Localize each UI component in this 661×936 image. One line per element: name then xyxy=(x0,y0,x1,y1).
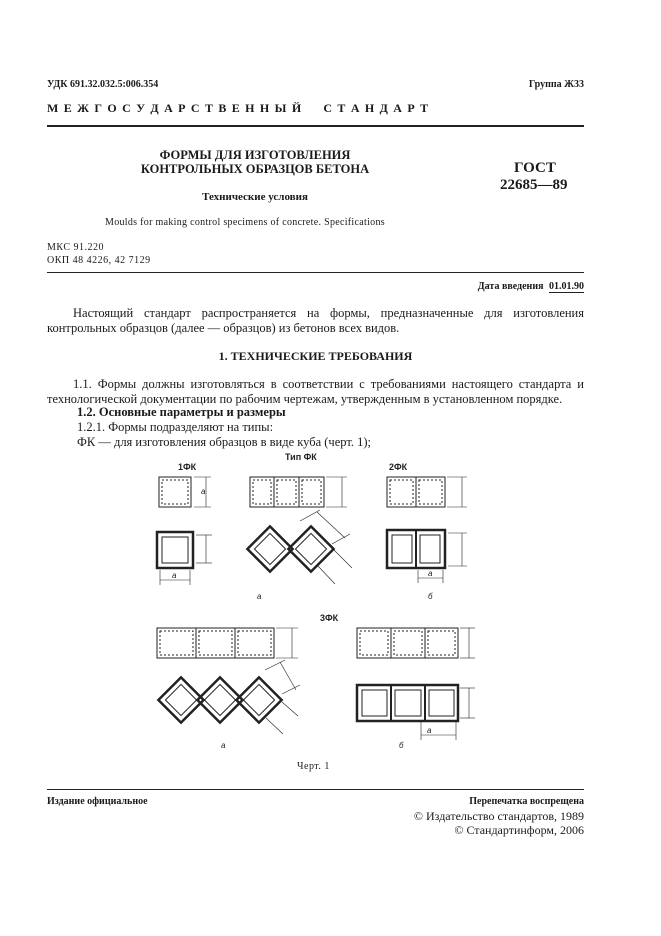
1fk-elevation xyxy=(159,477,191,507)
gost-label: ГОСТ xyxy=(514,160,556,176)
section-heading: 1. ТЕХНИЧЕСКИЕ ТРЕБОВАНИЯ xyxy=(218,349,413,363)
3fk-plan-diamond-top xyxy=(247,526,292,571)
sublabel-a-top: а xyxy=(257,592,262,601)
okp-code: ОКП 48 4226, 42 7129 xyxy=(47,255,151,266)
official-edition: Издание официальное xyxy=(47,796,148,807)
document-subtitle: Технические условия xyxy=(202,191,308,203)
gost-number: 22685—89 xyxy=(500,177,568,193)
sublabel-a-bottom: а xyxy=(221,741,226,750)
label-3fk: 3ФК xyxy=(320,613,339,623)
reprint-notice: Перепечатка воспрещена xyxy=(469,796,584,807)
sublabel-b-top: б xyxy=(428,592,433,601)
3fk-elevation-top xyxy=(250,477,324,507)
footer-rule xyxy=(47,789,584,790)
type-fk-description: ФК — для изготовления образцов в виде куба (черт. 1); xyxy=(77,435,372,449)
clause-1-1: 1.1. Формы должны изготовляться в соответствии с требованиями настоящего стандарта и технологической документации по рабочим чертежам, утвержденным в установленном порядке. xyxy=(47,377,584,406)
interstate-standard-banner: М Е Ж Г О С У Д А Р С Т В Е Н Н Ы Й С Т А Н Д А Р Т xyxy=(47,101,430,115)
copyright-2006: © Стандартинформ, 2006 xyxy=(454,823,584,837)
dim-a-3: а xyxy=(428,569,433,578)
dim-a-4: а xyxy=(427,726,432,735)
group-code: Группа Ж33 xyxy=(528,79,584,90)
figure-type-label: Тип ФК xyxy=(285,452,317,462)
3fk-elevation-bottom-left xyxy=(157,628,274,658)
dim-a-1: а xyxy=(201,487,206,496)
intro-paragraph: Настоящий стандарт распространяется на формы, предназначенные для изготовления контрольных образцов (далее — образцов) из бетонов всех видов. xyxy=(47,306,584,335)
title-line-1: ФОРМЫ ДЛЯ ИЗГОТОВЛЕНИЯ xyxy=(159,148,351,162)
udk-code: УДК 691.32.032.5:006.354 xyxy=(47,79,159,90)
title-line-2: КОНТРОЛЬНЫХ ОБРАЗЦОВ БЕТОНА xyxy=(140,162,370,176)
clause-1-2-1: 1.2.1. Формы подразделяют на типы: xyxy=(77,420,274,434)
label-1fk: 1ФК xyxy=(178,462,197,472)
clause-1-2: 1.2. Основные параметры и размеры xyxy=(77,405,286,419)
1fk-elevation-inner xyxy=(162,480,188,504)
mks-code: МКС 91.220 xyxy=(47,242,104,253)
english-title: Moulds for making control specimens of concrete. Specifications xyxy=(105,217,385,228)
intro-date-label: Дата введения xyxy=(477,281,544,292)
dim-a-2: а xyxy=(172,571,177,580)
intro-date-value: 01.01.90 xyxy=(549,281,584,292)
figure-caption: Черт. 1 xyxy=(297,761,330,772)
copyright-1989: © Издательство стандартов, 1989 xyxy=(413,809,584,823)
label-2fk: 2ФК xyxy=(389,462,408,472)
sublabel-b-bottom: б xyxy=(399,741,404,750)
3fk-elevation-bottom-right xyxy=(357,628,458,658)
